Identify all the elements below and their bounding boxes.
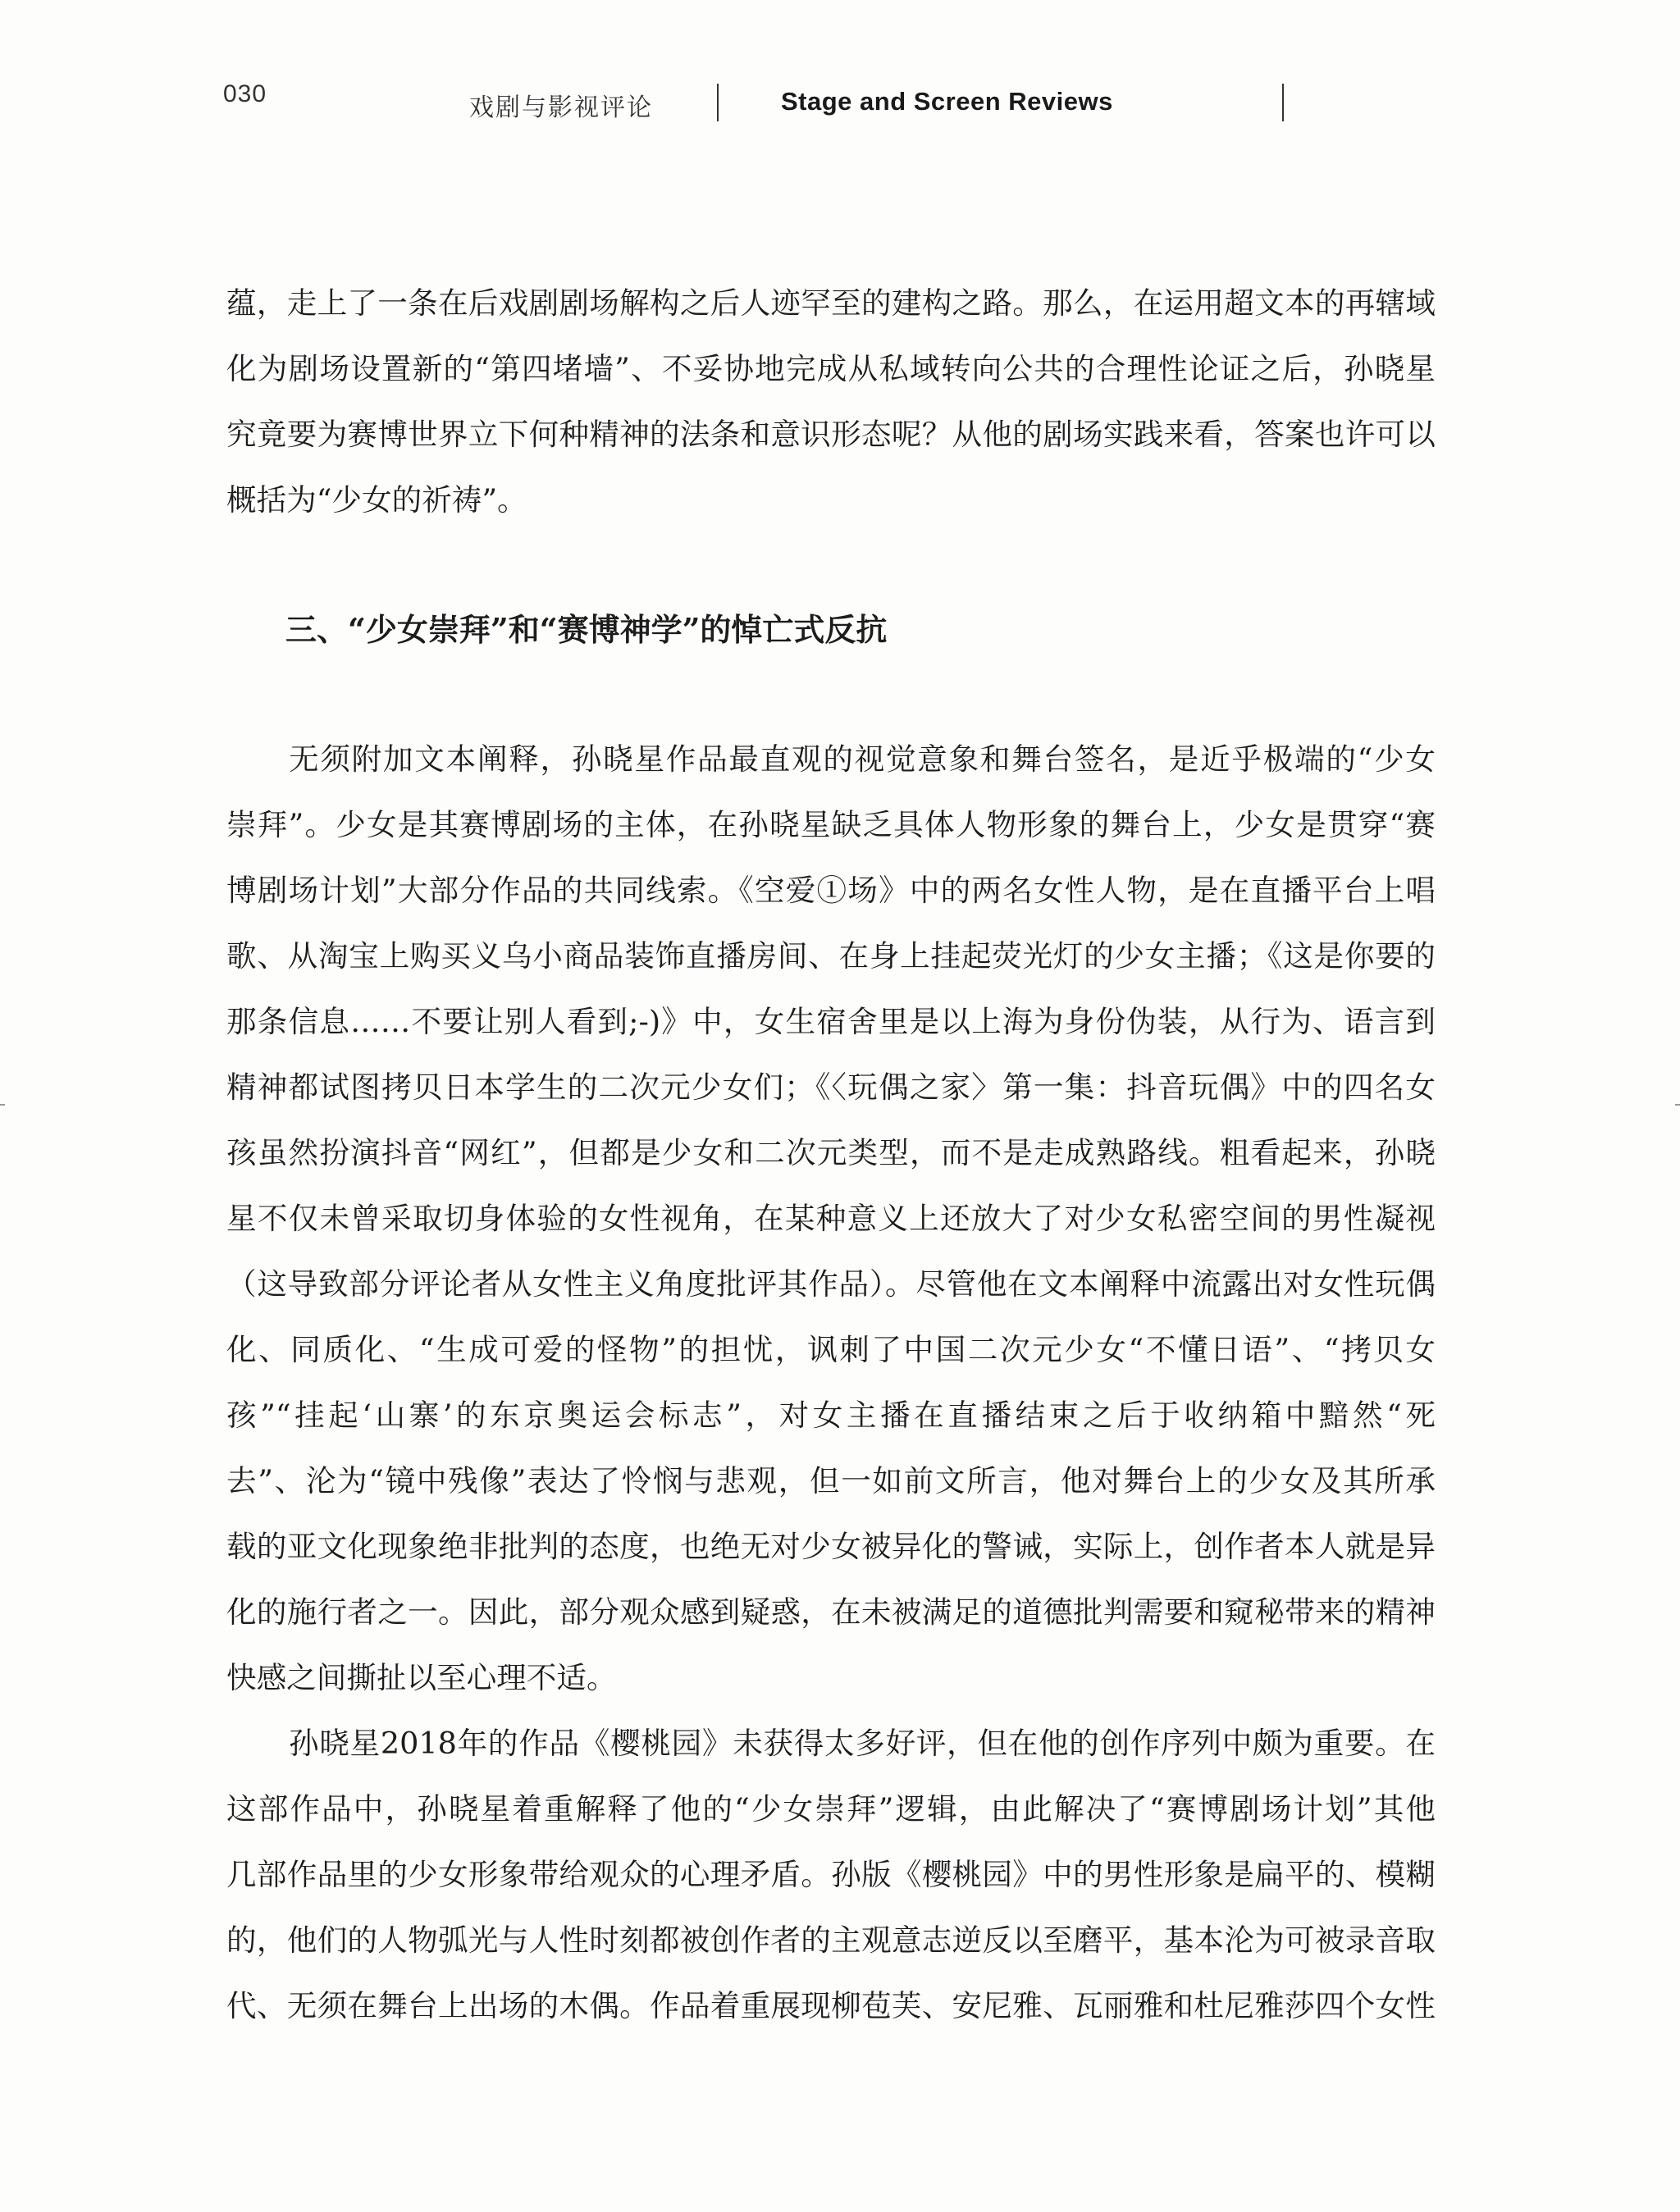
text-line: 博剧场计划”大部分作品的共同线索。《空爱①场》中的两名女性人物，是在直播平台上唱 [226,873,1436,908]
paragraph-2 [226,727,1436,1711]
text-line: （这导致部分评论者从女性主义角度批评其作品）。尽管他在文本阐释中流露出对女性玩偶 [226,1266,1436,1302]
text-line: 孩虽然扮演抖音“网红”，但都是少女和二次元类型，而不是走成熟路线。粗看起来，孙晓 [226,1135,1436,1170]
text-line: 蕴，走上了一条在后戏剧剧场解构之后人迹罕至的建构之路。那么，在运用超文本的再辖域 [226,285,1436,321]
text-line: 载的亚文化现象绝非批判的态度，也绝无对少女被异化的警诫，实际上，创作者本人就是异 [226,1529,1436,1564]
text-line: 快感之间撕扯以至心理不适。 [226,1660,617,1695]
text-line: 概括为“少女的祈祷”。 [226,482,527,518]
text-line: 那条信息……不要让别人看到;-)》中，女生宿舍里是以上海为身份伪装，从行为、语言到 [226,1004,1436,1039]
section-heading: 三、“少女崇拜”和“赛博神学”的悼亡式反抗 [285,611,888,648]
text-line: 孙晓星2018年的作品《樱桃园》未获得太多好评，但在他的创作序列中颇为重要。在 [289,1726,1436,1761]
text-line: 无须附加文本阐释，孙晓星作品最直观的视觉意象和舞台签名，是近乎极端的“少女 [289,741,1436,777]
text-line: 精神都试图拷贝日本学生的二次元少女们；《〈玩偶之家〉第一集：抖音玩偶》中的四名女 [226,1070,1436,1105]
text-line: 崇拜”。少女是其赛博剧场的主体，在孙晓星缺乏具体人物形象的舞台上，少女是贯穿“赛 [226,807,1436,842]
text-line: 化为剧场设置新的“第四堵墙”、不妥协地完成从私域转向公共的合理性论证之后，孙晓星 [226,351,1436,386]
journal-title-chinese: 戏剧与影视评论 [469,93,653,122]
paragraph-3 [226,1711,1436,2039]
article-body [226,271,1436,2039]
header-divider-right [1282,84,1284,121]
text-line: 的，他们的人物弧光与人性时刻都被创作者的主观意志逆反以至磨平，基本沦为可被录音取 [226,1922,1436,1958]
page-number: 030 [223,80,267,107]
text-line: 这部作品中，孙晓星着重解释了他的“少女崇拜”逻辑，由此解决了“赛博剧场计划”其他 [226,1791,1436,1827]
text-line: 究竟要为赛博世界立下何种精神的法条和意识形态呢？从他的剧场实践来看，答案也许可以 [226,417,1436,452]
text-line: 代、无须在舞台上出场的木偶。作品着重展现柳苞芙、安尼雅、瓦丽雅和杜尼雅莎四个女性 [226,1988,1436,2023]
header-divider-left [717,84,719,121]
text-line: 化、同质化、“生成可爱的怪物”的担忧，讽刺了中国二次元少女“不懂日语”、“拷贝女 [226,1332,1436,1367]
text-line: 歌、从淘宝上购买义乌小商品装饰直播房间、在身上挂起荧光灯的少女主播；《这是你要的 [226,938,1436,974]
text-line: 星不仅未曾采取切身体验的女性视角，在某种意义上还放大了对少女私密空间的男性凝视 [226,1201,1436,1236]
text-line: 孩”“挂起‘山寨’的东京奥运会标志”，对女主播在直播结束之后于收纳箱中黯然“死 [226,1398,1436,1433]
crop-mark-left [0,1104,5,1106]
paragraph-1 [226,271,1436,533]
text-line: 几部作品里的少女形象带给观众的心理矛盾。孙版《樱桃园》中的男性形象是扁平的、模糊 [226,1857,1436,1892]
text-line: 去”、沦为“镜中残像”表达了怜悯与悲观，但一如前文所言，他对舞台上的少女及其所承 [226,1463,1436,1498]
journal-title-english: Stage and Screen Reviews [781,87,1113,116]
crop-mark-right [1675,1104,1680,1106]
text-line: 化的施行者之一。因此，部分观众感到疑惑，在未被满足的道德批判需要和窥秘带来的精神 [226,1594,1436,1630]
